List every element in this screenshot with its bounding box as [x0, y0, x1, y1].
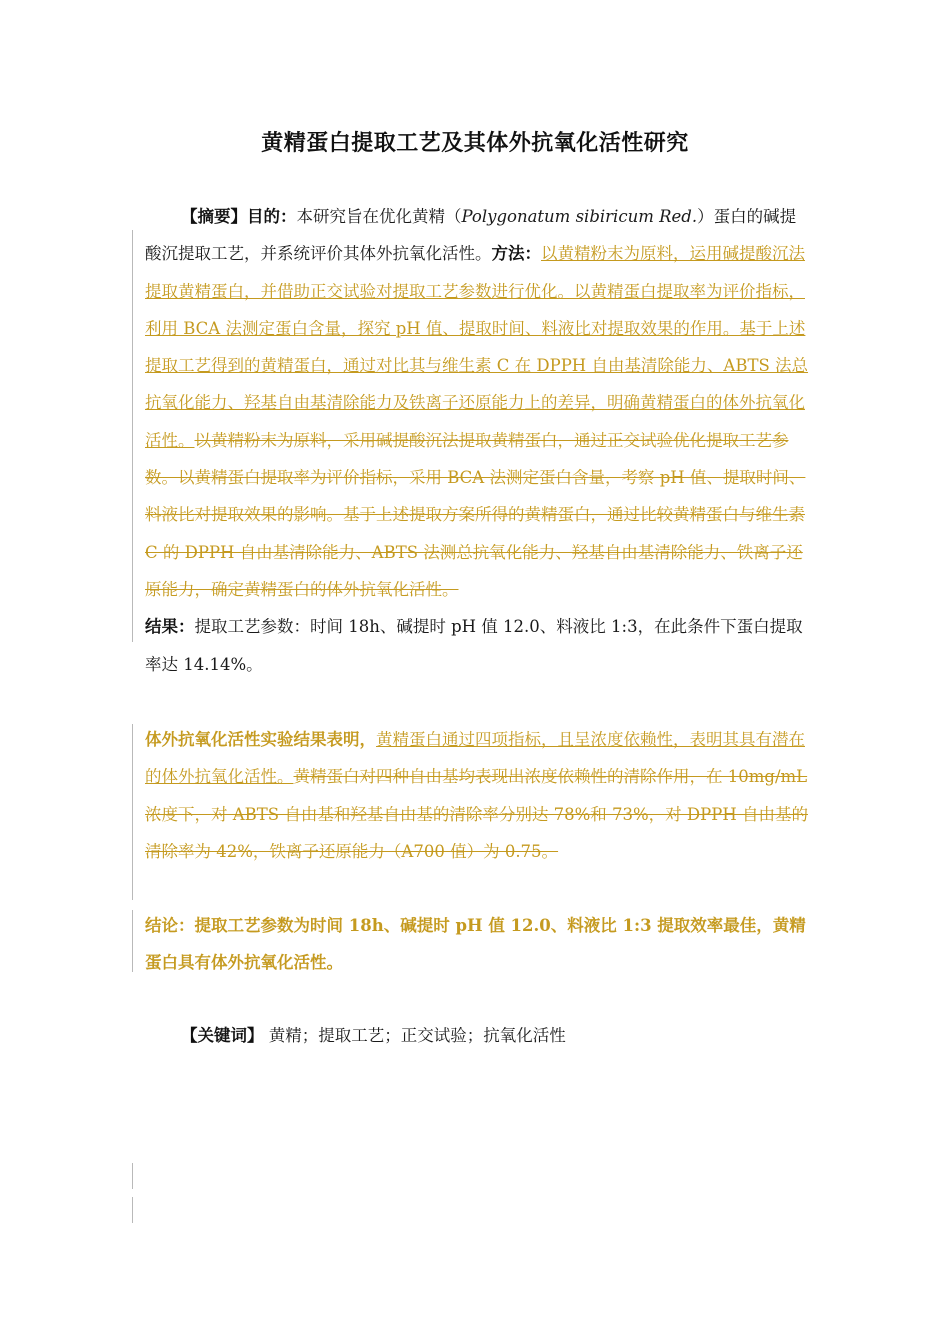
revision-bar [132, 230, 133, 642]
keywords-text: 黄精；提取工艺；正交试验；抗氧化活性 [263, 1026, 566, 1045]
purpose-text: 本研究旨在优化黄精（ [296, 207, 462, 226]
antioxidant-label: 体外抗氧化活性实验结果表明， [145, 730, 376, 749]
antioxidant-paragraph [145, 721, 810, 870]
abstract-paragraph [145, 198, 810, 683]
revision-bar [132, 1163, 133, 1189]
conclusion-paragraph [145, 907, 810, 982]
antioxidant-inserted-text: 黄精蛋白通过四项指标，且呈浓度依赖性，表明其具有潜在的体外抗氧化活性。 [145, 730, 805, 787]
result-text: 提取工艺参数：时间 18h、碱提时 pH 值 12.0、料液比 1:3，在此条件下蛋白提取率达 14.14%。 [145, 617, 803, 674]
abstract-label: 【摘要】 [181, 207, 247, 226]
purpose-label: 目的： [247, 207, 297, 226]
revision-bar [132, 1197, 133, 1223]
result-label: 结果： [145, 617, 195, 637]
keywords-label: 【关键词】 [181, 1026, 264, 1045]
purpose-text-cont: ）蛋白的碱提酸沉提取工艺，并系统评价其体外抗氧化活性。 [145, 207, 797, 264]
method-label: 方法： [491, 244, 541, 264]
conclusion-text: 结论：提取工艺参数为时间 18h、碱提时 pH 值 12.0、料液比 1:3 提取效率最佳，黄精蛋白具有体外抗氧化活性。 [145, 916, 806, 973]
method-deleted-text: 以黄精粉末为原料，采用碱提酸沉法提取黄精蛋白，通过正交试验优化提取工艺参数。以黄精蛋白提取率为评价指标，采用 BCA 法测定蛋白含量，考察 pH 值、提取时间、料液比对提取效果的影响。基于上述提取方案所得的黄精蛋白，通过比较黄精蛋白与维生素 C 的 DPPH 自由基清除能力、ABTS 法测总抗氧化能力、羟基自由基清除能力、铁离子还原能力，确定黄精蛋白的体外抗氧化活性。 [145, 430, 806, 599]
revision-bar [132, 724, 133, 900]
revision-bar [132, 910, 133, 972]
keywords-line [181, 1017, 566, 1054]
method-inserted-text: 以黄精粉末为原料，运用碱提酸沉法提取黄精蛋白，并借助正交试验对提取工艺参数进行优化。以黄精蛋白提取率为评价指标，利用 BCA 法测定蛋白含量，探究 pH 值、提取时间、料液比对提取效果的作用。基于上述提取工艺得到的黄精蛋白，通过对比其与维生素 C 在 DPPH 自由基清除能力、ABTS 法总抗氧化能力、羟基自由基清除能力及铁离子还原能力上的差异，明确黄精蛋白的体外抗氧化活性。 [145, 244, 809, 450]
antioxidant-deleted-text: 黄精蛋白对四种自由基均表现出浓度依赖性的清除作用，在 10mg/mL 浓度下，对 ABTS 自由基和羟基自由基的清除率分别达 78%和 73%，对 DPPH 自由基的清除率为 42%，铁离子还原能力（A700 值）为 0.75。 [145, 767, 808, 861]
document-title: 黄精蛋白提取工艺及其体外抗氧化活性研究 [261, 131, 689, 156]
species-name: Polygonatum sibiricum Red. [461, 207, 698, 226]
